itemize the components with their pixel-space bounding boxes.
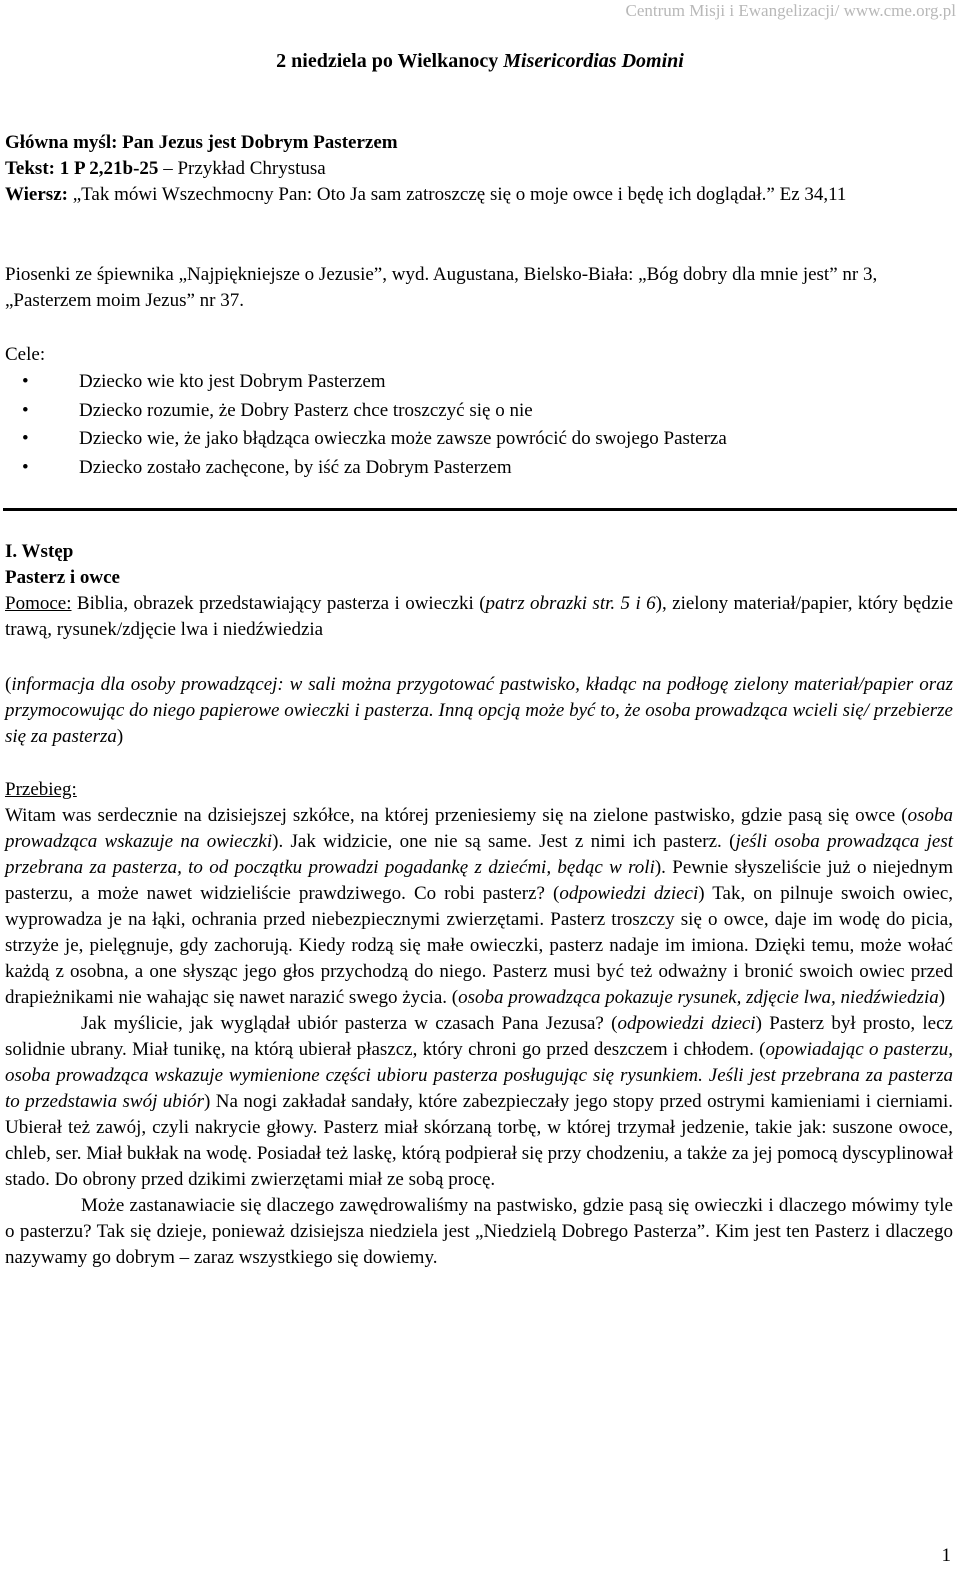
page-title — [0, 50, 960, 73]
course-label: Przebieg: — [5, 779, 77, 800]
intro-block — [5, 130, 953, 208]
verse-line — [5, 182, 953, 208]
info-open: ( — [5, 674, 12, 695]
text-label: Tekst: 1 P 2,21b-25 — [5, 158, 159, 179]
aids-ref: patrz obrazki str. 5 i 6 — [485, 593, 656, 614]
page-header: Centrum Misji i Ewangelizacji/ www.cme.org.pl — [625, 1, 956, 20]
goals-label: Cele: — [5, 344, 46, 365]
goal-item: • Dziecko zostało zachęcone, by iść za Dobrym Pasterzem — [5, 454, 953, 483]
info-text: informacja dla osoby prowadzącej: w sali można przygotować pastwisko, kładąc na podłogę zielony materiał/papier oraz przymocowując do niego papierowe owieczki i pasterza. Inną opcją może być to, że osoba prowadząca wcieli się/ przebierze się za pasterza — [5, 674, 953, 747]
verse-label: Wiersz: — [5, 184, 68, 205]
text-run: ) Na nogi zakładał sandały, które zabezpieczały jego stopy przed ostrymi kamieniami i cierniami. Ubierał też zawój, czyli nakrycie głowy. Pasterz miał skórzaną torbę, w której trzymał jedzenie, takie jak: suszone owoce, chleb, ser. Miał bukłak na wodę. Posiadał też laskę, którą podpierał się przy chodzeniu, a także za jej pomocą dyscyplinował stado. Do obrony przed dzikimi zwierzętami miał ze sobą procę. — [5, 1091, 953, 1190]
section-title: I. Wstęp — [5, 541, 74, 562]
text-run: ) Pasterz był prosto, lecz solidnie ubrany. Miał tunikę, na którą ubierał płaszcz, który chroni go przed deszczem i chłodem. ( — [5, 1013, 953, 1060]
aids-label: Pomoce: — [5, 593, 72, 614]
goals-list — [5, 368, 953, 482]
main-thought: Główna myśl: Pan Jezus jest Dobrym Pasterzem — [5, 132, 398, 153]
text-run: Witam was serdecznie na dzisiejszej szkółce, na której przeniesiemy się na zielone pastwisko, gdzie pasą się owce ( — [5, 805, 908, 826]
section-divider — [3, 508, 957, 511]
italic-note: opowiadając o pasterzu, osoba prowadząca wskazuje wymienione części ubioru pasterza posługując się rysunkiem. Jeśli jest przebrana za pasterza to przedstawia swój ubiór — [5, 1039, 954, 1112]
songs-block — [5, 262, 953, 314]
text-run: ) — [938, 987, 946, 1008]
course-paragraph-1 — [5, 803, 953, 1011]
goals-block — [5, 342, 953, 482]
text-line — [5, 156, 953, 182]
course-paragraph-3: Może zastanawiacie się dlaczego zawędrowaliśmy na pastwisko, gdzie pasą się owieczki i dlaczego mówimy tyle o pasterzu? Tak się dzieje, ponieważ dzisiejsza niedziela jest „Niedzielą Dobrego Pasterza”. Kim jest ten Pasterz i dlaczego nazywamy go dobrym – zaraz wszystkiego się dowiemy. — [5, 1195, 953, 1268]
aids-text: Biblia, obrazek przedstawiający pasterza i owieczki ( — [71, 593, 486, 614]
italic-note: odpowiedzi dzieci — [559, 883, 699, 904]
aids-paragraph — [5, 591, 953, 643]
info-close: ) — [116, 726, 124, 747]
text-run: ) Tak, on pilnuje swoich owiec, wyprowadza je na łąki, ochrania przed niebezpiecznymi zwierzętami. Pasterz troszczy się o owce, daje im wodę do picia, strzyże je, pielęgnuje, gdy zachorują. Kiedy rodzą się małe owieczki, pasterz nadaje im imiona. Dzięki temu, może wołać każdą z osobna, a one słysząc jego głos przychodzą do niego. Pasterz musi być też odważny i bronić swoich owiec przed drapieżnikami nie wahając się nawet narazić swego życia. ( — [5, 883, 953, 1008]
italic-note: osoba prowadząca pokazuje rysunek, zdjęcie lwa, niedźwiedzia — [458, 987, 939, 1008]
text-value: – Przykład Chrystusa — [158, 158, 326, 179]
italic-note: odpowiedzi dzieci — [617, 1013, 756, 1034]
title-italic: Misericordias Domini — [503, 50, 684, 72]
title-plain: 2 niedziela po Wielkanocy — [276, 50, 504, 72]
italic-note: osoba prowadząca wskazuje na owieczki — [5, 805, 953, 852]
verse-value: „Tak mówi Wszechmocny Pan: Oto Ja sam zatroszczę się o moje owce i będę ich doglądał.” Ez 34,11 — [67, 184, 847, 205]
text-run: Jak myślicie, jak wyglądał ubiór pasterza w czasach Pana Jezusa? ( — [81, 1013, 618, 1034]
course-paragraph-2 — [5, 1011, 953, 1193]
goal-item: • Dziecko rozumie, że Dobry Pasterz chce troszczyć się o nie — [5, 397, 953, 426]
section-intro — [5, 539, 953, 643]
text-run: ). Pewnie słyszeliście już o niejednym pasterzu, a może nawet widzieliście prawdziwego. Co robi pasterz? ( — [5, 857, 953, 904]
italic-note: jeśli osoba prowadząca jest przebrana za pasterza, to od początku prowadzi pogadankę z dziećmi, będąc w roli — [5, 831, 953, 878]
page-number: 1 — [941, 1545, 951, 1566]
section-subtitle: Pasterz i owce — [5, 567, 120, 588]
goal-item: • Dziecko wie, że jako błądząca owieczka może zawsze powrócić do swojego Pasterza — [5, 425, 953, 454]
info-paragraph — [5, 672, 953, 750]
songs-text: Piosenki ze śpiewnika „Najpiękniejsze o Jezusie”, wyd. Augustana, Bielsko-Biała: „Bóg dobry dla mnie jest” nr 3, „Pasterzem moim Jezus” nr 37. — [5, 264, 878, 311]
aids-text-end: ), zielony materiał/papier, który będzie trawą, rysunek/zdjęcie lwa i niedźwiedzia — [5, 593, 953, 640]
text-run: ). Jak widzicie, one nie są same. Jest z nimi ich pasterz. ( — [272, 831, 736, 852]
course-block — [5, 777, 953, 1271]
goal-item: • Dziecko wie kto jest Dobrym Pasterzem — [5, 368, 953, 397]
